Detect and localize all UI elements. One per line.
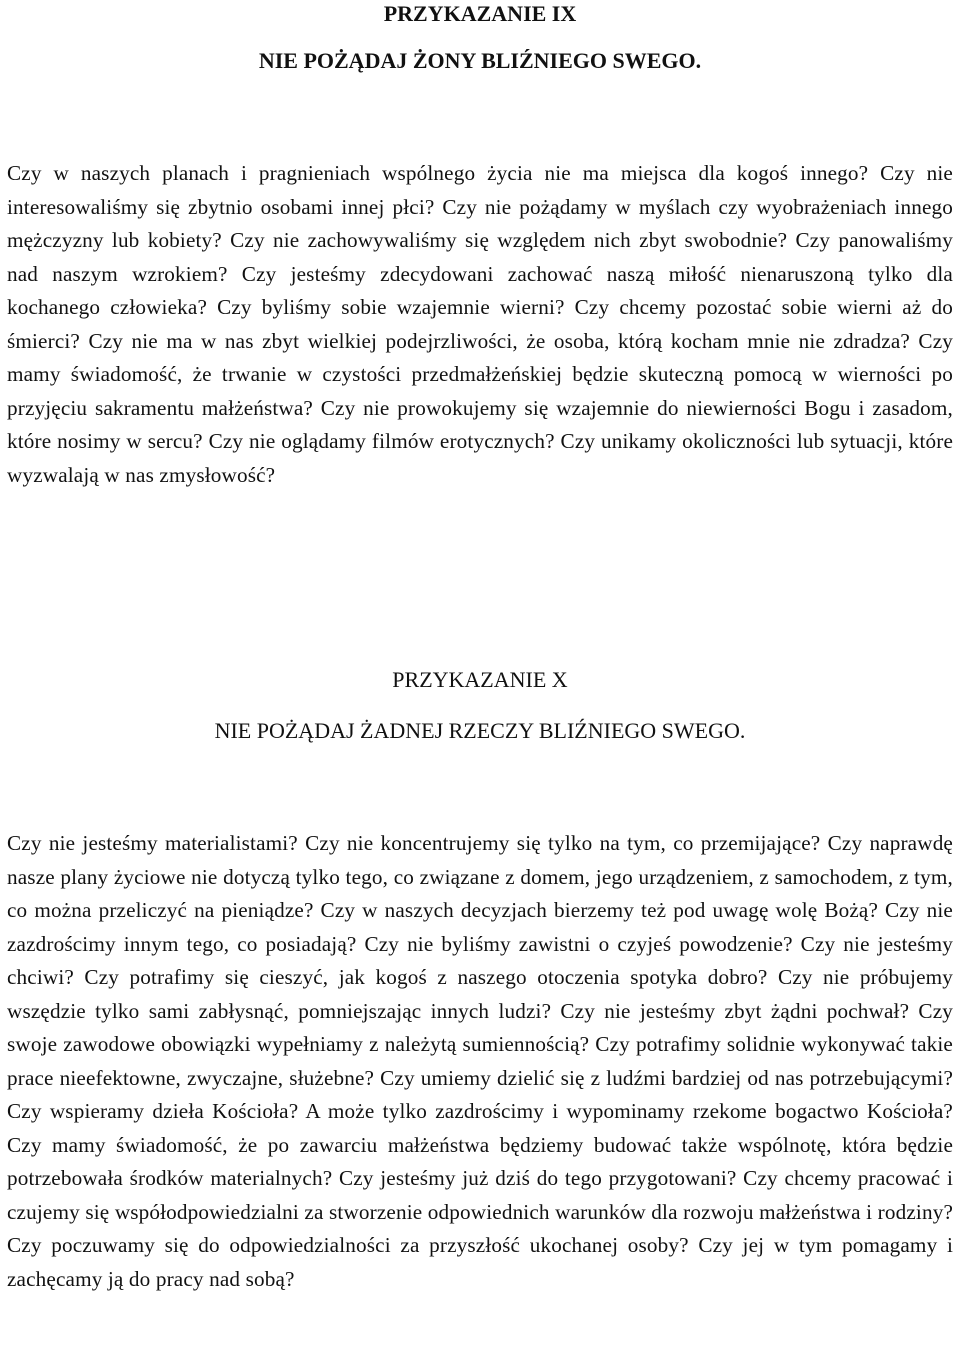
- commandment-9-subtitle: NIE POŻĄDAJ ŻONY BLIŹNIEGO SWEGO.: [258, 48, 702, 73]
- commandment-10-subtitle: NIE POŻĄDAJ ŻADNEJ RZECZY BLIŹNIEGO SWEGO.: [214, 718, 746, 743]
- commandment-10-title: PRZYKAZANIE X: [392, 667, 568, 692]
- commandment-9-title: PRZYKAZANIE IX: [383, 1, 577, 26]
- commandment-10-paragraph: Czy nie jesteśmy materialistami? Czy nie koncentrujemy się tylko na tym, co przemijające? Czy naprawdę nasze plany życiowe nie dotyczą tylko tego, co związane z domem, jego urządzeniem, z samochodem, z tym, co można przeliczyć na pieniądze? Czy w naszych decyzjach bierzemy też pod uwagę wolę Bożą? Czy nie zazdrościmy innym tego, co posiadają? Czy nie byliśmy zawistni o czyjeś powodzenie? Czy nie jesteśmy chciwi? Czy potrafimy się cieszyć, jak kogoś z naszego otoczenia spotyka dobro? Czy nie próbujemy wszędzie tylko sami zabłysnąć, pomniejszając innych ludzi? Czy nie jesteśmy zbyt żądni pochwał? Czy swoje zawodowe obowiązki wypełniamy z należytą sumiennością? Czy potrafimy solidnie wykonywać takie prace nieefektowne, zwyczajne, służebne? Czy umiemy dzielić się z ludźmi bardziej od nas potrzebującymi? Czy wspieramy dzieła Kościoła? A może tylko zazdrościmy i wypominamy rzekome bogactwo Kościoła? Czy mamy świadomość, że po zawarciu małżeństwa będziemy budować także wspólnotę, która będzie potrzebowała środków materialnych? Czy jesteśmy już dziś do tego przygotowani? Czy chcemy pracować i czujemy się współodpowiedzialni za stworzenie odpowiednich warunków dla rozwoju małżeństwa i rodziny? Czy poczuwamy się do odpowiedzialności za przyszłość ukochanej osoby? Czy jej w tym pomagamy i zachęcamy ją do pracy nad sobą?: [7, 831, 953, 1291]
- commandment-9-paragraph: Czy w naszych planach i pragnieniach wspólnego życia nie ma miejsca dla kogoś innego? Czy nie interesowaliśmy się zbytnio osobami innej płci? Czy nie pożądamy w myślach czy wyobrażeniach innego mężczyzny lub kobiety? Czy nie zachowywaliśmy się względem nich zbyt swobodnie? Czy panowaliśmy nad naszym wzrokiem? Czy jesteśmy zdecydowani zachować naszą miłość nienaruszoną tylko dla kochanego człowieka? Czy byliśmy sobie wzajemnie wierni? Czy chcemy pozostać sobie wierni aż do śmierci? Czy nie ma w nas zbyt wielkiej podejrzliwości, że osoba, którą kocham mnie nie zdradza? Czy mamy świadomość, że trwanie w czystości przedmałżeńskiej będzie skuteczną pomocą w wierności po przyjęciu sakramentu małżeństwa? Czy nie prowokujemy się wzajemnie do niewierności Bogu i zasadom, które nosimy w sercu? Czy nie oglądamy filmów erotycznych? Czy unikamy okoliczności lub sytuacji, które wyzwalają w nas zmysłowość?: [7, 161, 953, 487]
